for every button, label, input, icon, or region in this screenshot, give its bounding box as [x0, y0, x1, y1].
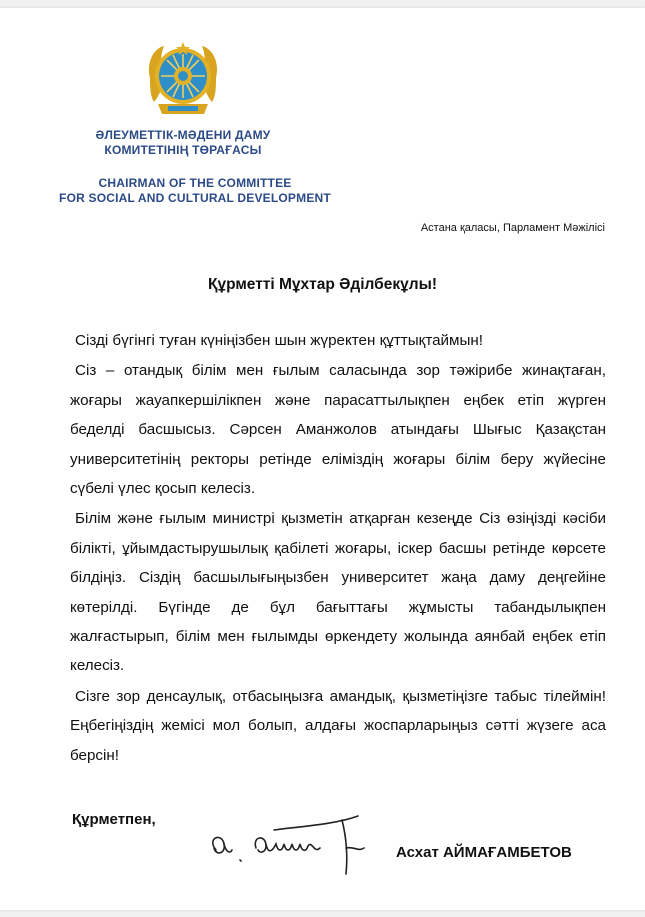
letter-body — [70, 326, 606, 770]
paragraph: Білім және ғылым министрі қызметін атқарған кезеңде Сіз өзіңізді кәсіби білікті, ұйымдастырушылық қабілеті жоғары, іскер басшы ретінде көрсете білдіңіз. Сіздің басшылығыңызбен университет жаңа даму деңгейіне көтерілді. Бүгінде де бұл бағыттағы жұмысты табандылықпен жалғастырып, білім мен ғылымды өркендету жолында аянбай еңбек етіп келесіз. — [70, 510, 606, 675]
signer-name: Асхат АЙМАҒАМБЕТОВ — [396, 844, 572, 861]
org-en-line1: CHAIRMAN OF THE COMMITTEE — [98, 176, 292, 190]
organization-name-kz — [58, 128, 308, 158]
state-emblem-icon — [144, 38, 222, 122]
closing-phrase: Құрметпен, — [72, 811, 156, 828]
paragraph: Сізге зор денсаулық, отбасыңызға амандық, қызметіңізге табыс тілеймін! Еңбегіңіздің жемісі мол болып, алдағы жоспарларыңыз сәтті жүзеге аса берсін! — [70, 687, 606, 764]
paragraph: Сізді бүгінгі туған күніңізбен шын жүректен құттықтаймын! — [75, 332, 484, 349]
location-line: Астана қаласы, Парламент Мәжілісі — [420, 222, 605, 234]
org-kz-line2: КОМИТЕТІНІҢ ТӨРАҒАСЫ — [104, 143, 262, 157]
organization-name-en — [40, 176, 350, 206]
signature-icon — [196, 808, 376, 878]
letter-sheet — [0, 8, 645, 910]
paragraph: Сіз – отандық білім мен ғылым саласында зор тәжірибе жинақтаған, жоғары жауапкершілікпен және парасаттылықпен еңбек етіп жүрген беделді басшысыз. Сәрсен Аманжолов атындағы Шығыс Қазақстан университетінің ректоры ретінде еліміздің жоғары білім беру жүйесіне сүбелі үлес қосып келесіз. — [70, 362, 606, 498]
org-kz-line1: ӘЛЕУМЕТТІК-МӘДЕНИ ДАМУ — [95, 128, 271, 142]
salutation: Құрметті Мұхтар Әділбекұлы! — [207, 276, 438, 293]
org-en-line2: FOR SOCIAL AND CULTURAL DEVELOPMENT — [59, 191, 331, 205]
